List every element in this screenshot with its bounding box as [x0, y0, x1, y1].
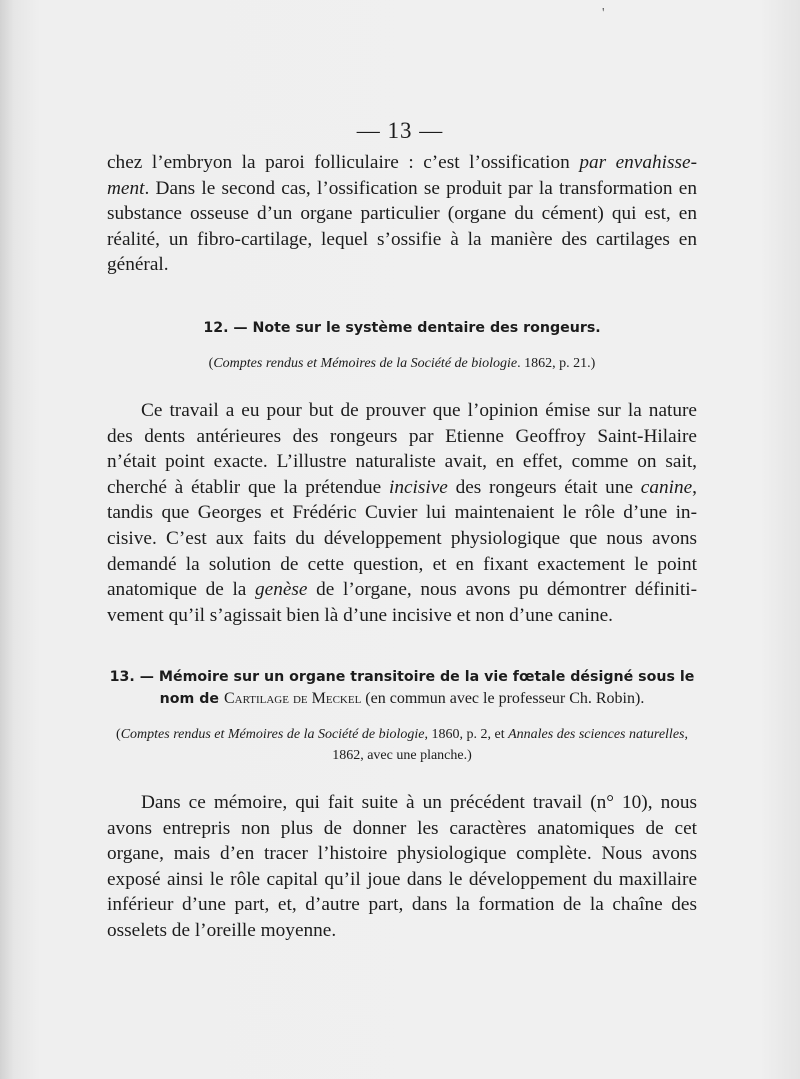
- section-13-citation: (Comptes rendus et Mémoires de la Société de biologie, 1860, p. 2, et Annales des sciences naturelles, 1862, avec une planche.): [116, 727, 688, 763]
- page-number: — 13 —: [356, 118, 444, 143]
- stray-mark: ': [602, 6, 605, 21]
- emphasis: canine: [640, 476, 693, 498]
- section-12-heading: 12. — Note sur le système dentaire des rongeurs.: [203, 320, 601, 336]
- emphasis: genèse: [255, 579, 308, 601]
- section-13-paragraph: Dans ce mémoire, qui fait suite à un précédent travail (n° 10), nous avons entrepris non plus de donner les caractères anatomiques de cet organe, mais d’en tracer l’histoire physiologique complète. Nous avons exposé ainsi le rôle capital qu’il joue dans le développement du maxillaire inférieur d’une part, et, d’autre part, dans la formation de la chaîne des osselets de l’oreille moyenne.: [107, 792, 697, 941]
- section-12-citation: (Comptes rendus et Mémoires de la Société de biologie. 1862, p. 21.): [208, 356, 596, 371]
- emphasis: incisive: [388, 476, 448, 498]
- paragraph-continuation: chez l’embryon la paroi folliculaire : c’est l’ossification par envahisse-ment. Dans le second cas, l’ossification se produit par la transformation en substance osseuse d’un organe particulier (organe du cément) qui est, en réalité, un fibro-cartilage, lequel s’ossifie à la manière des cartilages en général.: [107, 152, 697, 276]
- section-12-paragraph: Ce travail a eu pour but de prouver que l’opinion émise sur la nature des dents antérieures des rongeurs par Etienne Geoffroy Saint-Hilaire n’était point exacte. L’illustre naturaliste avait, en effet, comme on sait, cherché à établir que la prétendue incisive des rongeurs était une canine, tandis que Georges et Frédéric Cuvier lui maintenaient le rôle d’une in-cisive. C’est aux faits du développement physiologique que nous avons demandé la solution de cette question, et en fixant exactement le point anatomique de la genèse de l’organe, nous avons pu démontrer définiti-vement qu’il s’agissait bien là d’une incisive et non d’une canine.: [107, 400, 698, 626]
- section-13-heading: 13. — Mémoire sur un organe transitoire de la vie fœtale désigné sous le nom de Cartilage de Meckel (en commun avec le professeur Ch. Robin).: [109, 669, 695, 707]
- emphasis: par envahisse-ment: [107, 152, 697, 199]
